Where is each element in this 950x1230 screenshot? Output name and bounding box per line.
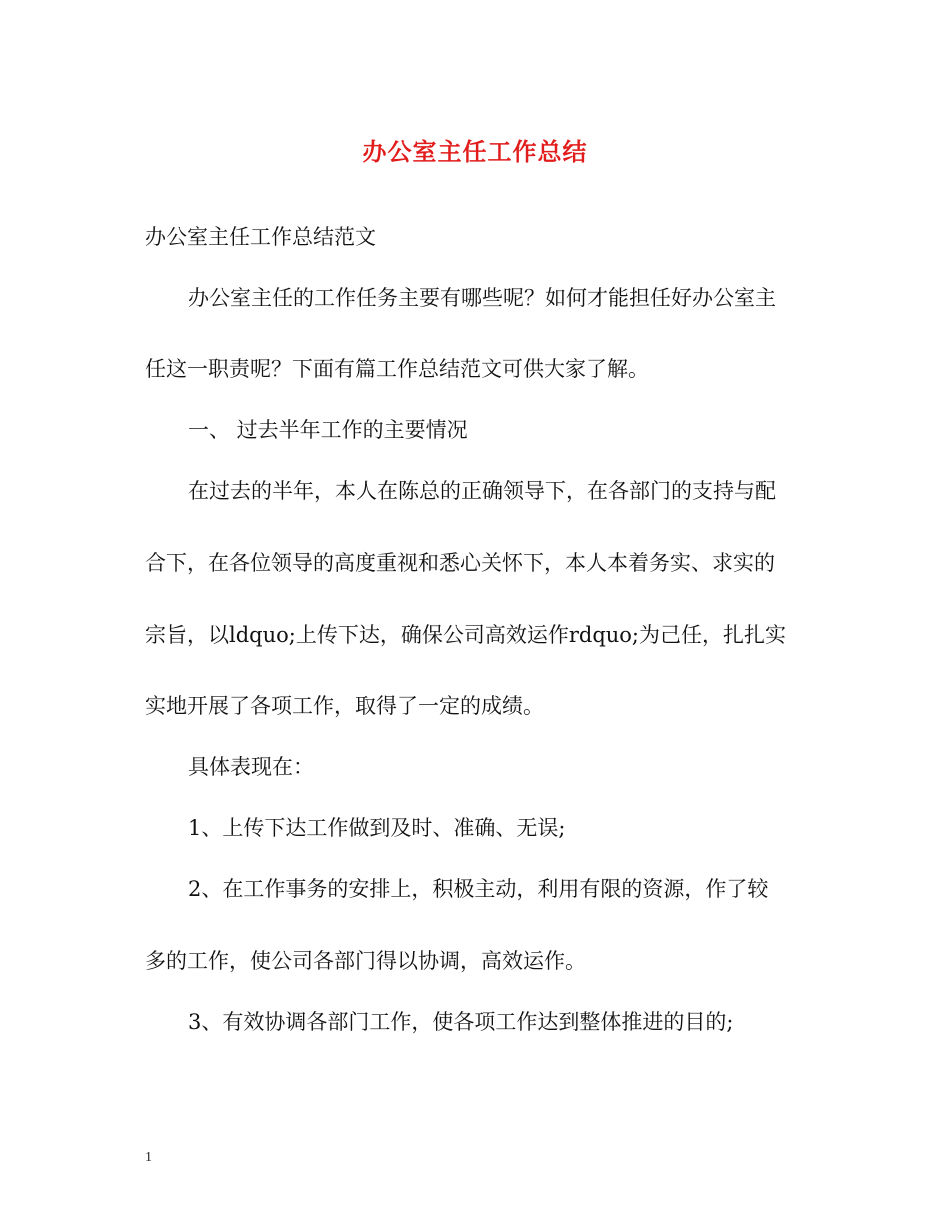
paragraph-line: 具体表现在： [188,755,314,779]
paragraph-line: 办公室主任的工作任务主要有哪些呢？如何才能担任好办公室主 [188,286,776,310]
page-number: 1 [145,1150,152,1165]
list-item: 3、有效协调各部门工作，使各项工作达到整体推进的目的; [188,1010,734,1034]
list-item: 1、上传下达工作做到及时、准确、无误; [188,816,566,840]
paragraph-line: 合下，在各位领导的高度重视和悉心关怀下，本人本着务实、求实的 [145,551,775,575]
document-subtitle: 办公室主任工作总结范文 [145,225,376,249]
paragraph-line: 任这一职责呢？下面有篇工作总结范文可供大家了解。 [145,357,649,381]
paragraph-line: 宗旨，以ldquo;上传下达，确保公司高效运作rdquo;为己任，扎扎实 [145,623,787,647]
section-heading: 一、 过去半年工作的主要情况 [188,418,468,442]
document-title: 办公室主任工作总结 [362,137,588,166]
paragraph-line: 多的工作，使公司各部门得以协调，高效运作。 [145,949,586,973]
paragraph-line: 实地开展了各项工作，取得了一定的成绩。 [145,694,544,718]
paragraph-line: 在过去的半年，本人在陈总的正确领导下，在各部门的支持与配 [188,479,776,503]
list-item: 2、在工作事务的安排上，积极主动，利用有限的资源，作了较 [188,877,769,901]
